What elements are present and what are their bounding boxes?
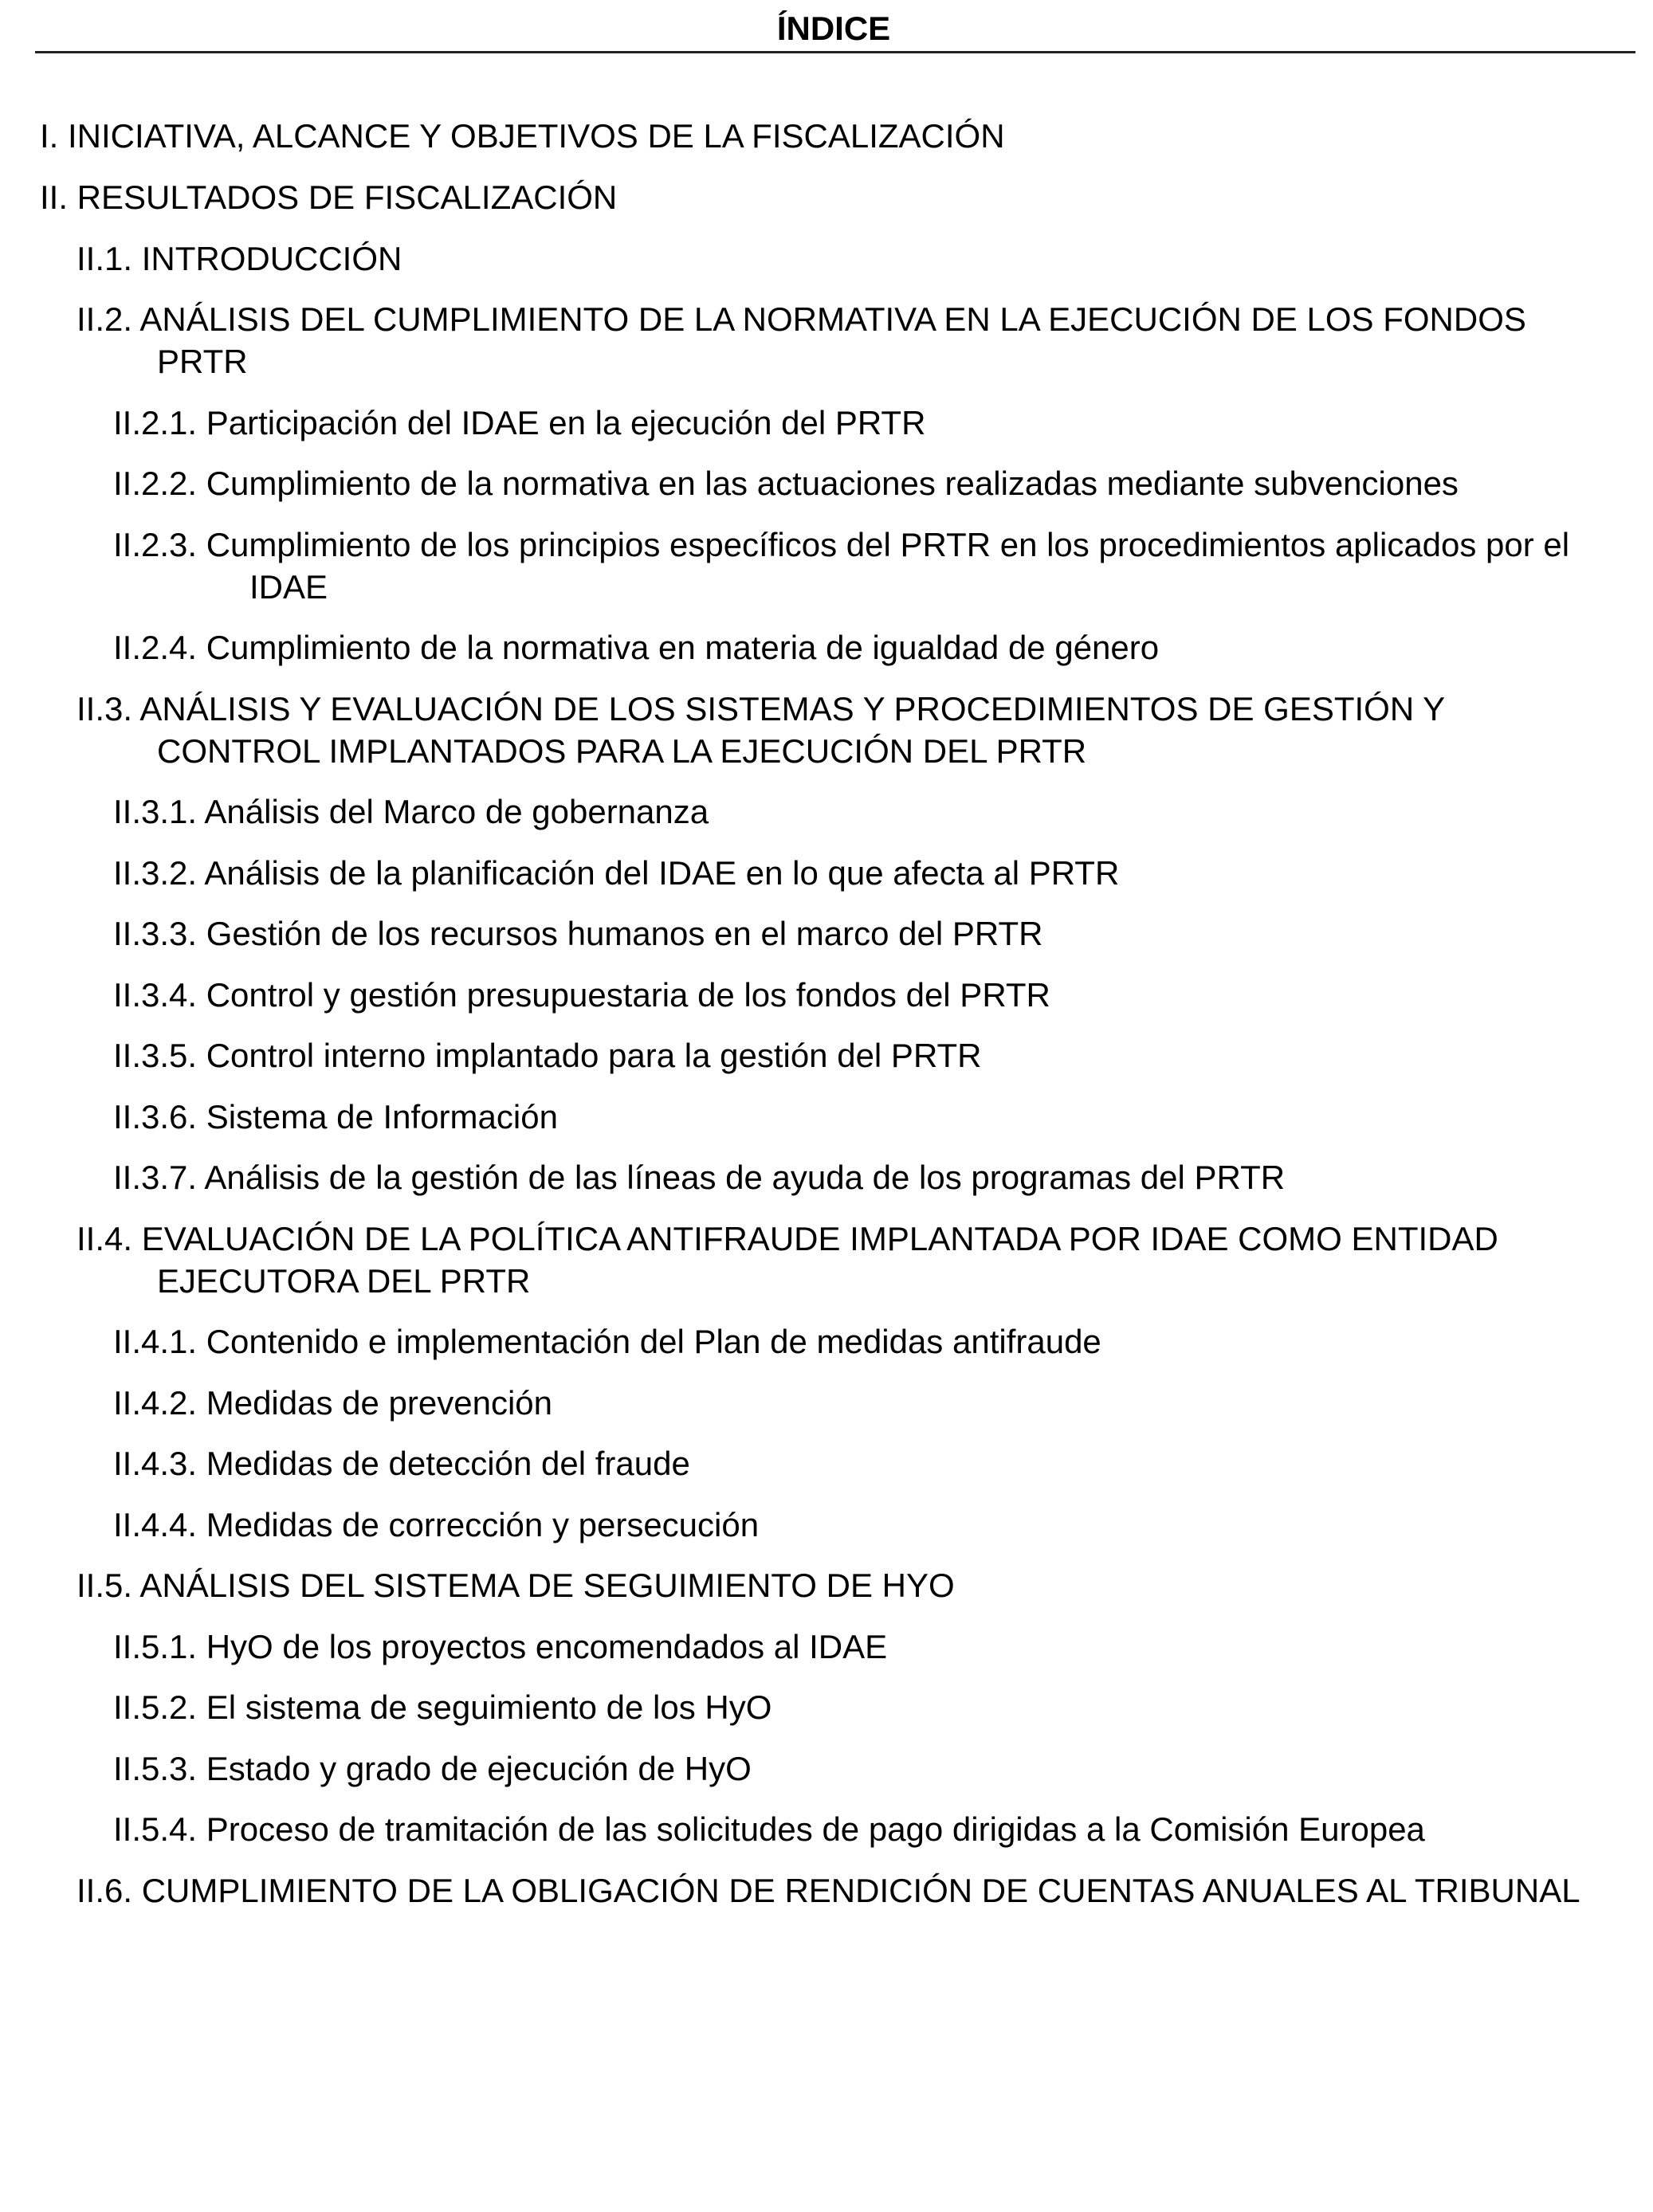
toc-entry-level-3[interactable]: II.3.1. Análisis del Marco de gobernanza [113, 793, 709, 830]
table-of-contents [0, 115, 1590, 1930]
toc-entry-level-3[interactable]: II.2.4. Cumplimiento de la normativa en materia de igualdad de género [113, 629, 1160, 666]
toc-entry-level-2[interactable]: II.5. ANÁLISIS DEL SISTEMA DE SEGUIMIENTO DE HYO [77, 1567, 955, 1604]
toc-entry-level-1[interactable]: II. RESULTADOS DE FISCALIZACIÓN [40, 178, 618, 216]
toc-entry-level-3[interactable]: II.3.4. Control y gestión presupuestaria de los fondos del PRTR [113, 975, 1050, 1014]
toc-entry-level-1[interactable]: I. INICIATIVA, ALCANCE Y OBJETIVOS DE LA FISCALIZACIÓN [40, 117, 1005, 155]
toc-entry-level-3[interactable]: II.2.3. Cumplimiento de los principios específicos del PRTR en los procedimientos aplicados por el IDAE [113, 525, 1570, 606]
toc-entry-level-3[interactable]: II.4.3. Medidas de detección del fraude [113, 1445, 690, 1482]
toc-entry-level-3[interactable]: II.3.2. Análisis de la planificación del IDAE en lo que afecta al PRTR [113, 853, 1120, 892]
toc-entry-level-3[interactable]: II.4.1. Contenido e implementación del Plan de medidas antifraude [113, 1323, 1101, 1360]
toc-entry-level-3[interactable]: II.5.3. Estado y grado de ejecución de HyO [113, 1749, 752, 1787]
toc-entry-level-3[interactable]: II.2.1. Participación del IDAE en la ejecución del PRTR [113, 403, 926, 441]
page-title: ÍNDICE [776, 10, 891, 47]
toc-entry-level-3[interactable]: II.5.2. El sistema de seguimiento de los HyO [113, 1688, 772, 1726]
toc-entry-level-3[interactable]: II.5.4. Proceso de tramitación de las solicitudes de pago dirigidas a la Comisión Europea [113, 1810, 1425, 1848]
toc-entry-level-3[interactable]: II.5.1. HyO de los proyectos encomendados al IDAE [113, 1627, 888, 1665]
toc-entry-level-2[interactable]: II.3. ANÁLISIS Y EVALUACIÓN DE LOS SISTEMAS Y PROCEDIMIENTOS DE GESTIÓN Y CONTROL IMPLANTADOS PARA LA EJECUCIÓN DEL PRTR [77, 689, 1445, 770]
toc-entry-level-3[interactable]: II.3.5. Control interno implantado para la gestión del PRTR [113, 1037, 982, 1074]
toc-entry-level-2[interactable]: II.1. INTRODUCCIÓN [77, 239, 402, 277]
toc-entry-level-2[interactable]: II.4. EVALUACIÓN DE LA POLÍTICA ANTIFRAUDE IMPLANTADA POR IDAE COMO ENTIDAD EJECUTORA DEL PRTR [77, 1219, 1498, 1300]
toc-entry-level-3[interactable]: II.3.6. Sistema de Información [113, 1097, 558, 1135]
toc-entry-level-3[interactable]: II.2.2. Cumplimiento de la normativa en las actuaciones realizadas mediante subvenciones [113, 465, 1459, 502]
toc-entry-level-3[interactable]: II.4.4. Medidas de corrección y persecución [113, 1505, 760, 1543]
toc-entry-level-3[interactable]: II.4.2. Medidas de prevención [113, 1383, 553, 1422]
toc-entry-level-2[interactable]: II.2. ANÁLISIS DEL CUMPLIMIENTO DE LA NORMATIVA EN LA EJECUCIÓN DE LOS FONDOS PRTR [77, 300, 1526, 380]
toc-entry-level-2[interactable]: II.6. CUMPLIMIENTO DE LA OBLIGACIÓN DE RENDICIÓN DE CUENTAS ANUALES AL TRIBUNAL [77, 1871, 1580, 1909]
toc-entry-level-3[interactable]: II.3.7. Análisis de la gestión de las líneas de ayuda de los programas del PRTR [113, 1159, 1286, 1196]
toc-entry-level-3[interactable]: II.3.3. Gestión de los recursos humanos en el marco del PRTR [113, 915, 1043, 952]
title-divider [35, 51, 1635, 53]
